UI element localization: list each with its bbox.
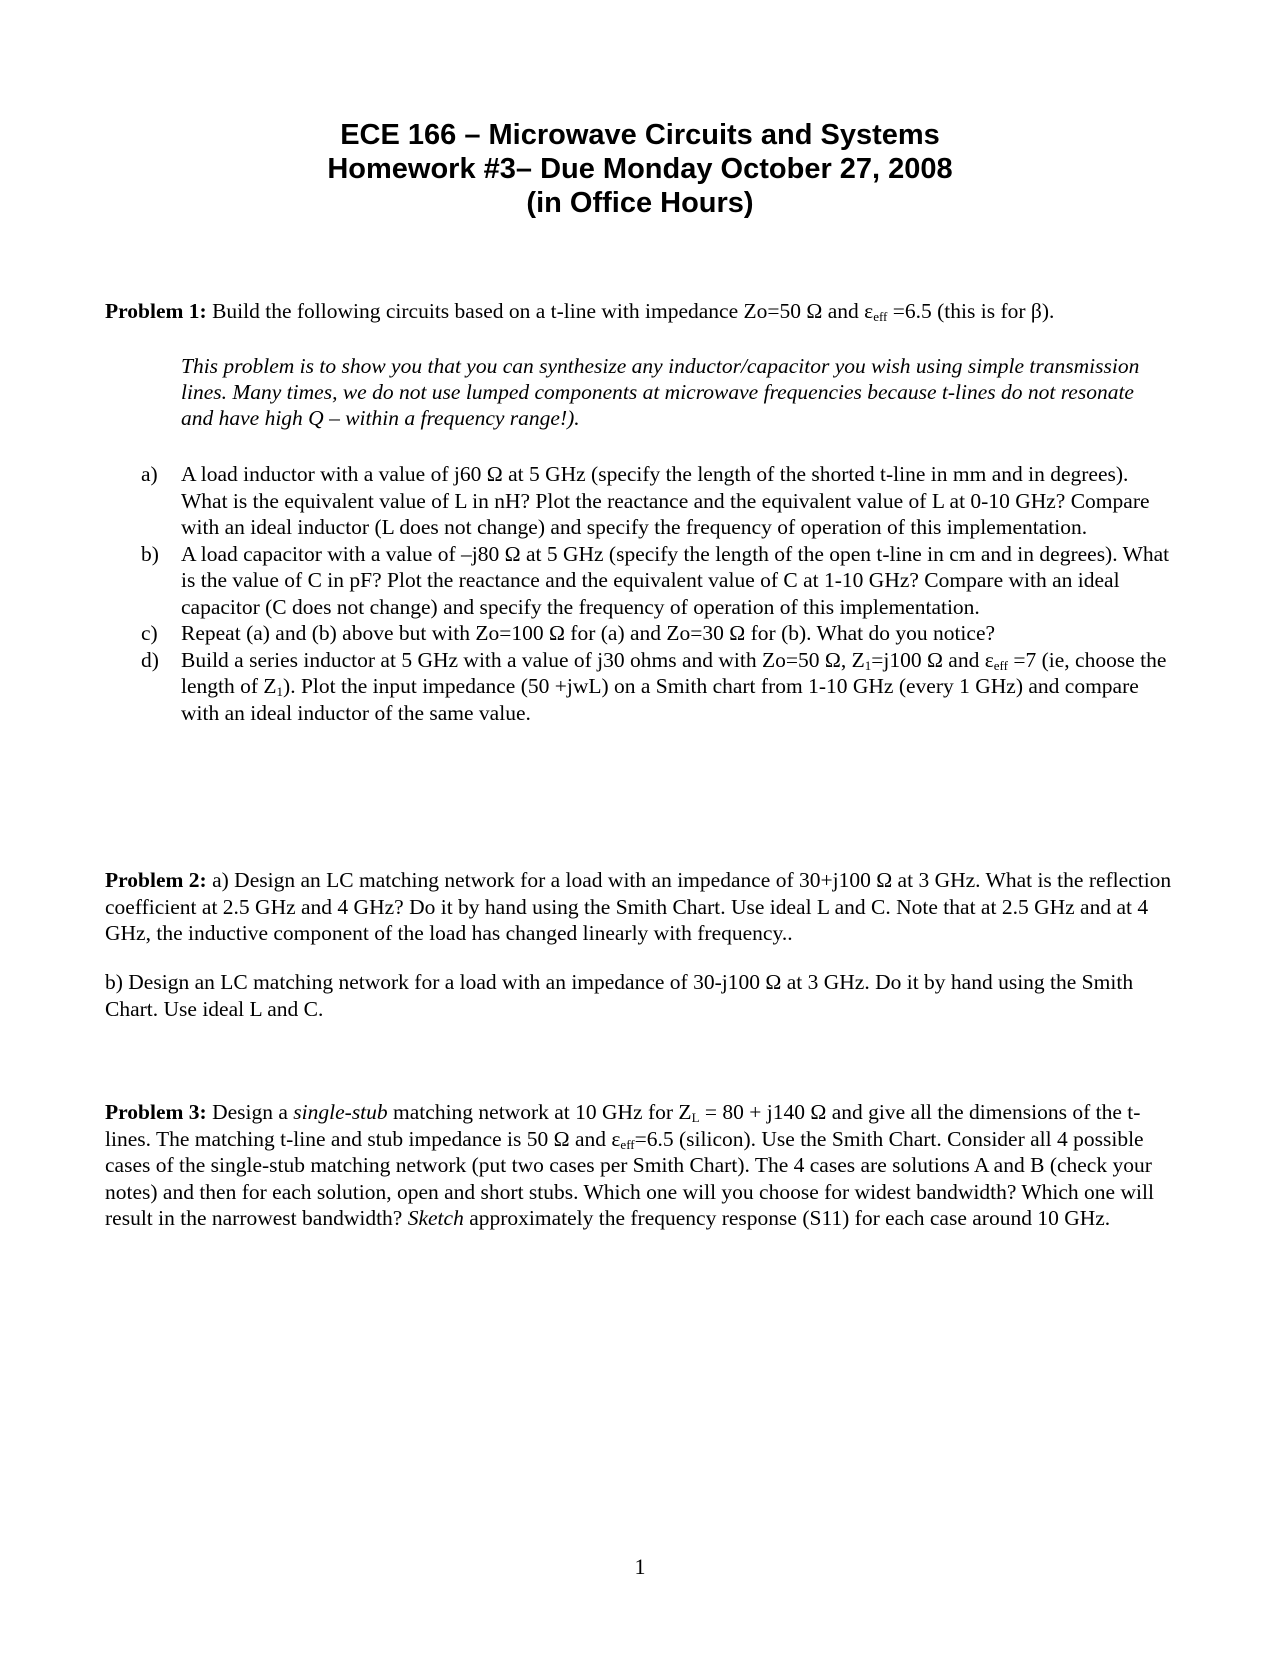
title-course: ECE 166 – Microwave Circuits and Systems [340, 119, 940, 151]
list-item: c) Repeat (a) and (b) above but with Zo=100 Ω for (a) and Zo=30 Ω for (b). What do you notice? [141, 621, 996, 645]
problem-1-note: This problem is to show you that you can synthesize any inductor/capacitor you wish using simple transmission lines. Many times, we do not use lumped components at microwave frequencies because t-lines do not resonate and have high Q – within a frequency range!). [181, 354, 1140, 430]
document-title [0, 118, 1280, 220]
title-note: (in Office Hours) [526, 187, 754, 219]
problem-3-label: Problem 3: [105, 1100, 207, 1124]
problem-1-items [141, 461, 1175, 726]
title-homework: Homework #3– Due Monday October 27, 2008 [327, 153, 953, 185]
problem-2-part-b: b) Design an LC matching network for a load with an impedance of 30-j100 Ω at 3 GHz. Do it by hand using the Smith Chart. Use ideal L and C. [105, 970, 1134, 1021]
problem-2-part-a: Problem 2: a) Design an LC matching network for a load with an impedance of 30+j100 Ω at 3 GHz. What is the reflection coefficient at 2.5 GHz and 4 GHz? Do it by hand using the Smith Chart. Use ideal L and C. Note that at 2.5 GHz and at 4 GHz, the inductive component of the load has changed linearly with frequency.. [105, 868, 1172, 945]
list-item: d) Build a series inductor at 5 GHz with a value of j30 ohms and with Zo=50 Ω, $Z_1=j100$ Ω and $\varepsilon_{eff} =7$ (ie, choose the length of $Z_1$). Plot the input impedance (50 +jwL) on a Smith chart from 1-10 GHz (every 1 GHz) and compare with an ideal inductor of the same value. [141, 647, 1167, 725]
list-item: b) A load capacitor with a value of –j80 Ω at 5 GHz (specify the length of the open t-line in cm and in degrees). What is the value of C in pF? Plot the reactance and the equivalent value of C at 1-10 GHz? Compare with an ideal capacitor (C does not change) and specify the frequency of operation of this implementation. [141, 541, 1170, 619]
problem-2-label: Problem 2: [105, 868, 207, 892]
page-number: 1 [634, 1554, 646, 1579]
problem-1-label: Problem 1: [105, 299, 207, 323]
problem-1-intro: Problem 1: Build the following circuits based on a t-line with impedance Zo=50 Ω and $\varepsilon_{eff} =6.5$ (this is for β). [105, 299, 1055, 324]
list-item: a) A load inductor with a value of j60 Ω at 5 GHz (specify the length of the shorted t-line in mm and in degrees). What is the equivalent value of L in nH? Plot the reactance and the equivalent value of L at 0-10 GHz? Compare with an ideal inductor (L does not change) and specify the frequency of operation of this implementation. [141, 462, 1150, 539]
problem-3: Problem 3: Design a single-stub matching network at 10 GHz for $Z_L = 80 + j140$ Ω and give all the dimensions of the t-lines. The matching t-line and stub impedance is 50 Ω and $\varepsilon_{eff}=6.5$ (silicon). Use the Smith Chart. Consider all 4 possible cases of the single-stub matching network (put two cases per Smith Chart). The 4 cases are solutions A and B (check your notes) and then for each solution, open and short stubs. Which one will you choose for widest bandwidth? Which one will result in the narrowest bandwidth? Sketch approximately the frequency response (S11) for each case around 10 GHz. [105, 1100, 1154, 1230]
